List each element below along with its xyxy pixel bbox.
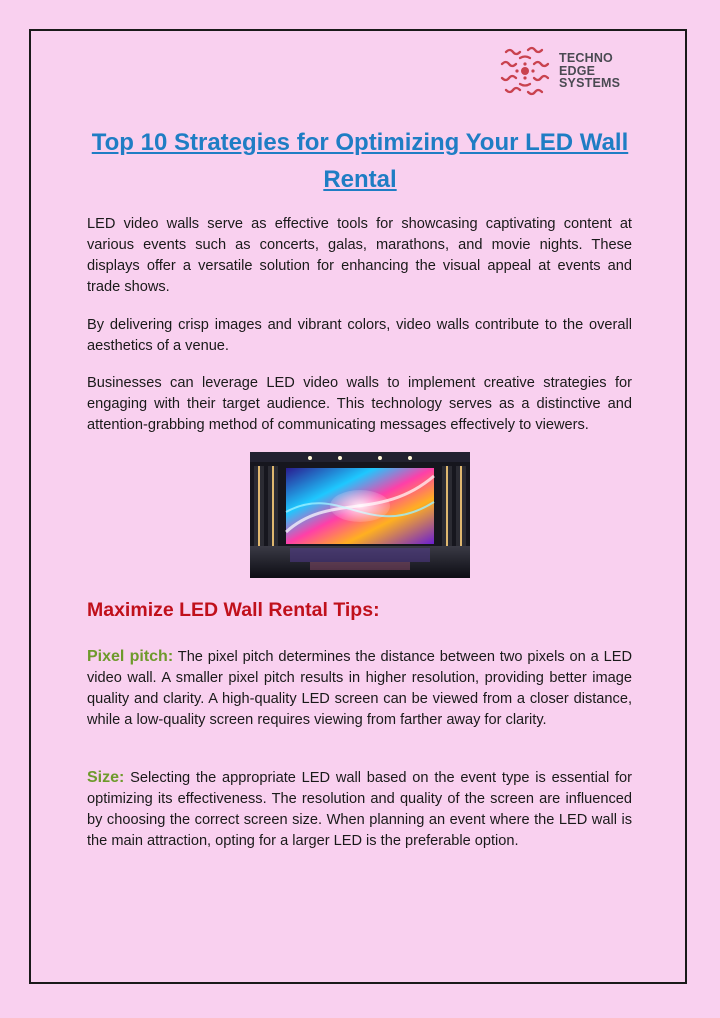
led-wall-stage-photo-icon bbox=[250, 452, 470, 578]
tip-paragraph bbox=[87, 646, 632, 731]
led-wall-stage-image bbox=[250, 452, 470, 578]
logo-line: EDGE bbox=[559, 63, 596, 78]
intro-paragraph: By delivering crisp images and vibrant colors, video walls contribute to the overall aesthetics of a venue. bbox=[87, 317, 632, 354]
tip-term: Pixel pitch: bbox=[87, 648, 174, 665]
tip-term: Size: bbox=[87, 769, 125, 786]
tip-text: The pixel pitch determines the distance between two pixels on a LED video wall. A smaller pixel pitch results in higher resolution, providing better image quality and clarity. A high-quality LED screen can be viewed from a closer distance, while a low-quality screen requires viewing from farther away for clarity. bbox=[87, 649, 633, 728]
company-logo[interactable] bbox=[498, 44, 620, 98]
section-heading: Maximize LED Wall Rental Tips: bbox=[87, 599, 380, 621]
intro-paragraph: Businesses can leverage LED video walls to implement creative strategies for engaging with their target audience. This technology serves as a distinctive and attention-grabbing method of communicating messages effectively to viewers. bbox=[87, 375, 632, 433]
logo-wordmark bbox=[559, 52, 620, 90]
tip-paragraph bbox=[87, 767, 632, 852]
intro-paragraph: LED video walls serve as effective tools for showcasing captivating content at various events such as concerts, galas, marathons, and movie nights. These displays offer a versatile solution for enhancing the visual appeal at events and trade shows. bbox=[87, 216, 632, 295]
tip-text: Selecting the appropriate LED wall based on the event type is essential for optimizing its effectiveness. The resolution and quality of the screen are influenced by choosing the correct screen size. When planning an event where the LED wall is the main attraction, opting for a larger LED is the preferable option. bbox=[87, 770, 632, 849]
page-title[interactable]: Top 10 Strategies for Optimizing Your LED Wall Rental bbox=[91, 129, 629, 193]
logo-mark-icon bbox=[498, 44, 552, 98]
logo-line: TECHNO bbox=[559, 51, 613, 66]
logo-line: SYSTEMS bbox=[559, 76, 621, 91]
